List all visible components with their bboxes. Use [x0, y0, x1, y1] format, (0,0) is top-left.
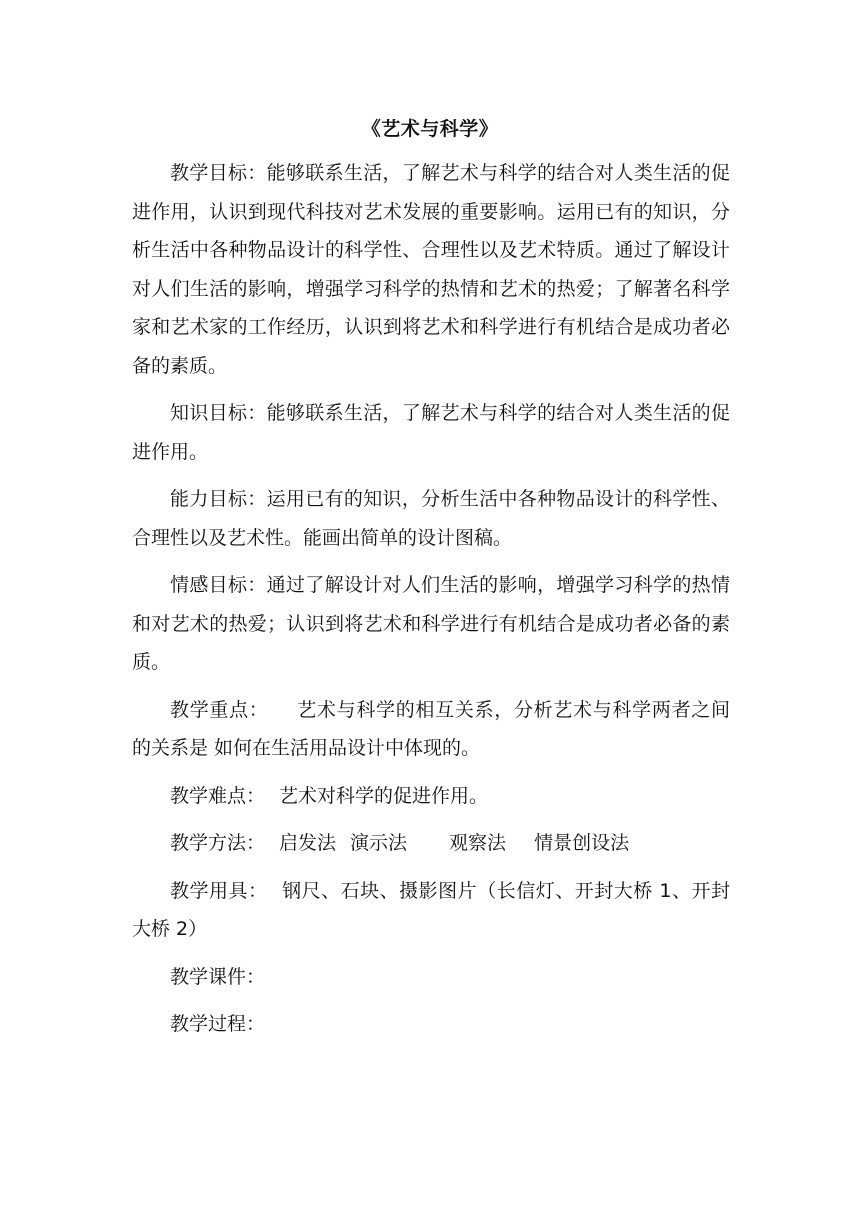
- teaching-goal-paragraph: 教学目标：能够联系生活，了解艺术与科学的结合对人类生活的促进作用，认识到现代科技对艺术发展的重要影响。运用已有的知识，分析生活中各种物品设计的科学性、合理性以及艺术特质。通过了解设计对人们生活的影响，增强学习科学的热情和艺术的热爱；了解著名科学家和艺术家的工作经历，认识到将艺术和科学进行有机结合是成功者必备的素质。: [132, 162, 730, 377]
- key-point-label: 教学重点：: [170, 698, 269, 721]
- document-body: [132, 154, 730, 1053]
- tools-paragraph: [132, 872, 730, 949]
- document-title: 《艺术与科学》: [361, 118, 499, 140]
- method-label: 教学方法：: [170, 832, 266, 854]
- method-item: 情景创设法: [534, 832, 630, 854]
- courseware-paragraph: 教学课件：: [170, 965, 266, 988]
- process-paragraph: 教学过程：: [170, 1013, 266, 1035]
- method-paragraph: [132, 824, 730, 863]
- difficulty-text: 艺术对科学的促进作用。: [279, 784, 489, 807]
- tools-text: 钢尺、石块、摄影图片（长信灯、开封大桥 1、开封大桥 2）: [132, 879, 730, 940]
- knowledge-goal-paragraph: 知识目标：能够联系生活，了解艺术与科学的结合对人类生活的促进作用。: [132, 402, 730, 463]
- tools-label: 教学用具：: [170, 879, 268, 902]
- method-item: 演示法: [350, 832, 408, 854]
- difficulty-paragraph: [132, 777, 730, 816]
- difficulty-label: 教学难点：: [170, 784, 266, 807]
- method-item: 观察法: [449, 832, 507, 854]
- ability-goal-paragraph: 能力目标：运用已有的知识，分析生活中各种物品设计的科学性、合理性以及艺术性。能画出简单的设计图稿。: [132, 488, 730, 549]
- emotion-goal-paragraph: 情感目标：通过了解设计对人们生活的影响，增强学习科学的热情和对艺术的热爱；认识到将艺术和科学进行有机结合是成功者必备的素质。: [132, 574, 730, 673]
- key-point-text: 艺术与科学的相互关系，分析艺术与科学两者之间的关系是 如何在生活用品设计中体现的。: [132, 698, 730, 759]
- key-point-paragraph: [132, 691, 730, 768]
- method-item: 启发法: [279, 832, 337, 854]
